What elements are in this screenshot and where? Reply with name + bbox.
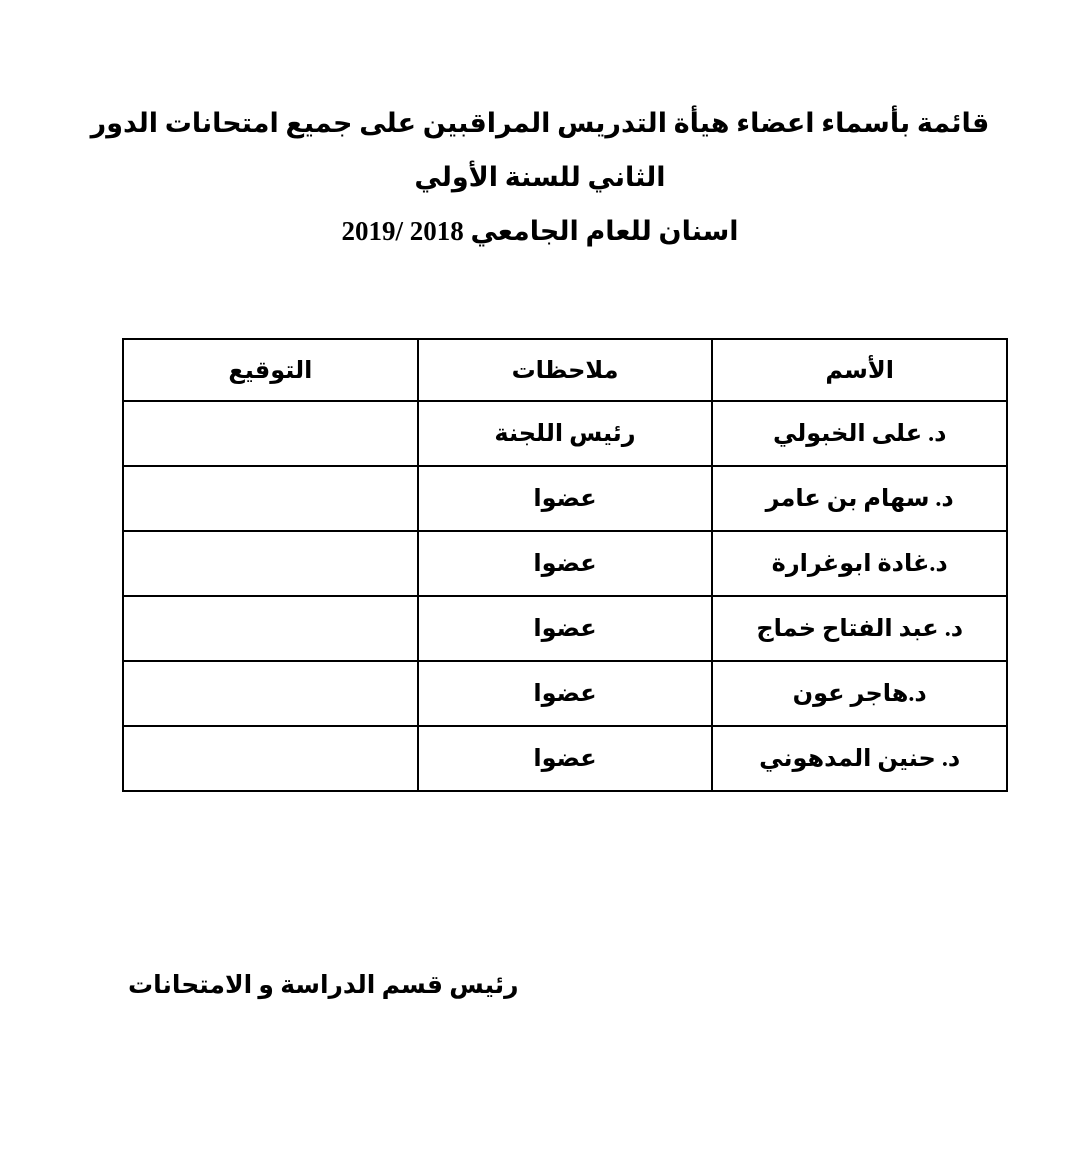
column-header-name: الأسم [712,339,1007,401]
member-role-cell: رئيس اللجنة [418,401,713,466]
member-role-cell: عضوا [418,466,713,531]
member-name-cell: د.غادة ابوغرارة [712,531,1007,596]
signature-cell [123,661,418,726]
member-role-cell: عضوا [418,596,713,661]
signature-cell [123,466,418,531]
document-title [60,96,1020,258]
member-role-cell: عضوا [418,661,713,726]
signature-cell [123,531,418,596]
member-name-cell: د. سهام بن عامر [712,466,1007,531]
table-row [123,596,1007,661]
signature-cell [123,726,418,791]
member-name-cell: د.هاجر عون [712,661,1007,726]
table-row [123,466,1007,531]
table-row [123,401,1007,466]
signature-cell [123,596,418,661]
column-header-notes: ملاحظات [418,339,713,401]
footer-signatory-title: رئيس قسم الدراسة و الامتحانات [128,972,519,999]
table-header-row [123,339,1007,401]
table-row [123,726,1007,791]
proctors-table [122,338,1008,792]
title-line-2: اسنان للعام الجامعي 2018 /2019 [341,216,739,246]
member-role-cell: عضوا [418,531,713,596]
member-role-cell: عضوا [418,726,713,791]
table-row [123,531,1007,596]
member-name-cell: د. عبد الفتاح خماج [712,596,1007,661]
member-name-cell: د. على الخبولي [712,401,1007,466]
title-line-1: قائمة بأسماء اعضاء هيأة التدريس المراقبين على جميع امتحانات الدور الثاني للسنة الأولي [90,108,990,192]
table-row [123,661,1007,726]
signature-cell [123,401,418,466]
column-header-signature: التوقيع [123,339,418,401]
member-name-cell: د. حنين المدهوني [712,726,1007,791]
